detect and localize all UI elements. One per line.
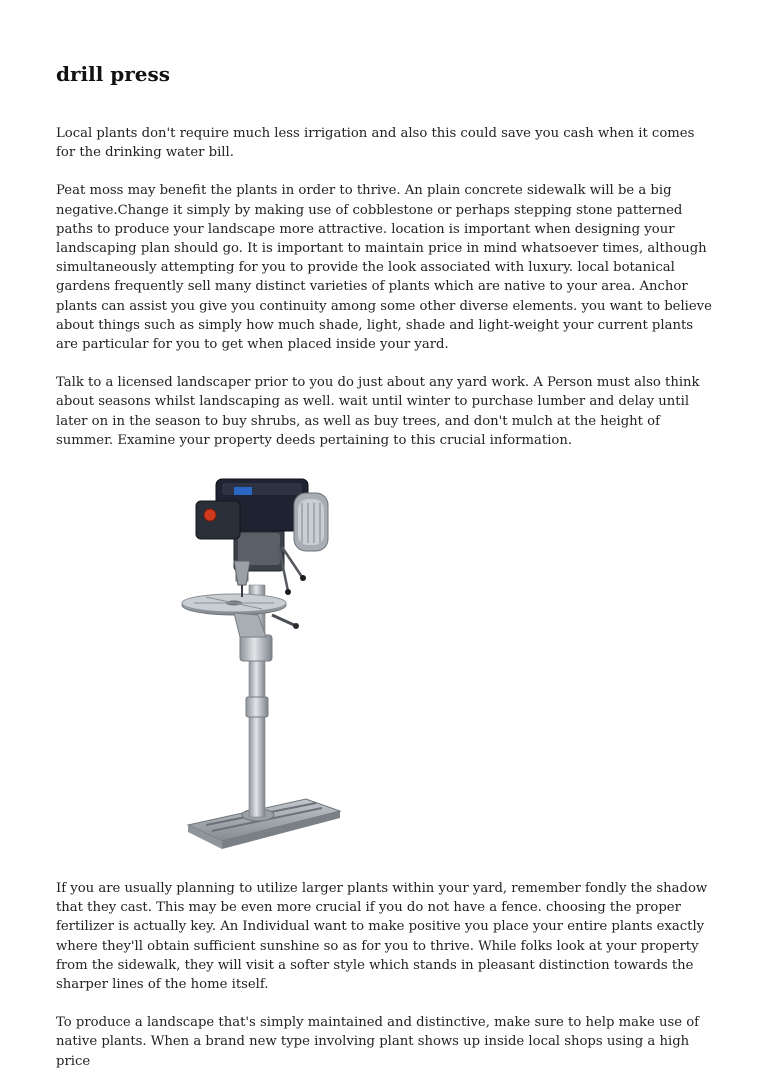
drill-press-image	[176, 465, 376, 863]
paragraph-1: Local plants don't require much less irrigation and also this could save you cash when it comes for the drinking water bill.	[56, 126, 695, 161]
drill-press-figure	[56, 465, 716, 863]
document-title: drill press	[56, 62, 171, 86]
document-body	[56, 62, 716, 1087]
paragraph-3: Talk to a licensed landscaper prior to you do just about any yard work. A Person must also think about seasons whilst landscaping as well. wait until winter to purchase lumber and delay until later on in the season to buy shrubs, as well as buy trees, and don't mulch at the height of summer. Examine your property deeds pertaining to this crucial information.	[56, 375, 700, 448]
paragraph-2: Peat moss may benefit the plants in order to thrive. An plain concrete sidewalk will be a big negative.Change it simply by making use of cobblestone or perhaps stepping stone patterned paths to produce your landscape more attractive. location is important when designing your landscaping plan should go. It is important to maintain price in mind whatsoever times, although simultaneously attempting for you to provide the look associated with luxury. local botanical gardens frequently sell many distinct varieties of plants which are native to your area. Anchor plants can assist you give you continuity among some other diverse elements. you want to believe about things such as simply how much shade, light, shade and light-weight your current plants are particular for you to get when placed inside your yard.	[56, 183, 712, 353]
paragraph-5: To produce a landscape that's simply maintained and distinctive, make sure to help make use of native plants. When a brand new type involving plant shows up inside local shops using a high price	[56, 1015, 700, 1069]
paragraph-4: If you are usually planning to utilize larger plants within your yard, remember fondly the shadow that they cast. This may be even more crucial if you do not have a fence. choosing the proper fertilizer is actually key. An Individual want to make positive you place your entire plants exactly where they'll obtain sufficient sunshine so as for you to thrive. While folks look at your property from the sidewalk, they will visit a softer style which stands in pleasant distinction towards the sharper lines of the home itself.	[56, 881, 708, 993]
drill-head	[196, 479, 328, 597]
drill-table	[182, 594, 299, 661]
